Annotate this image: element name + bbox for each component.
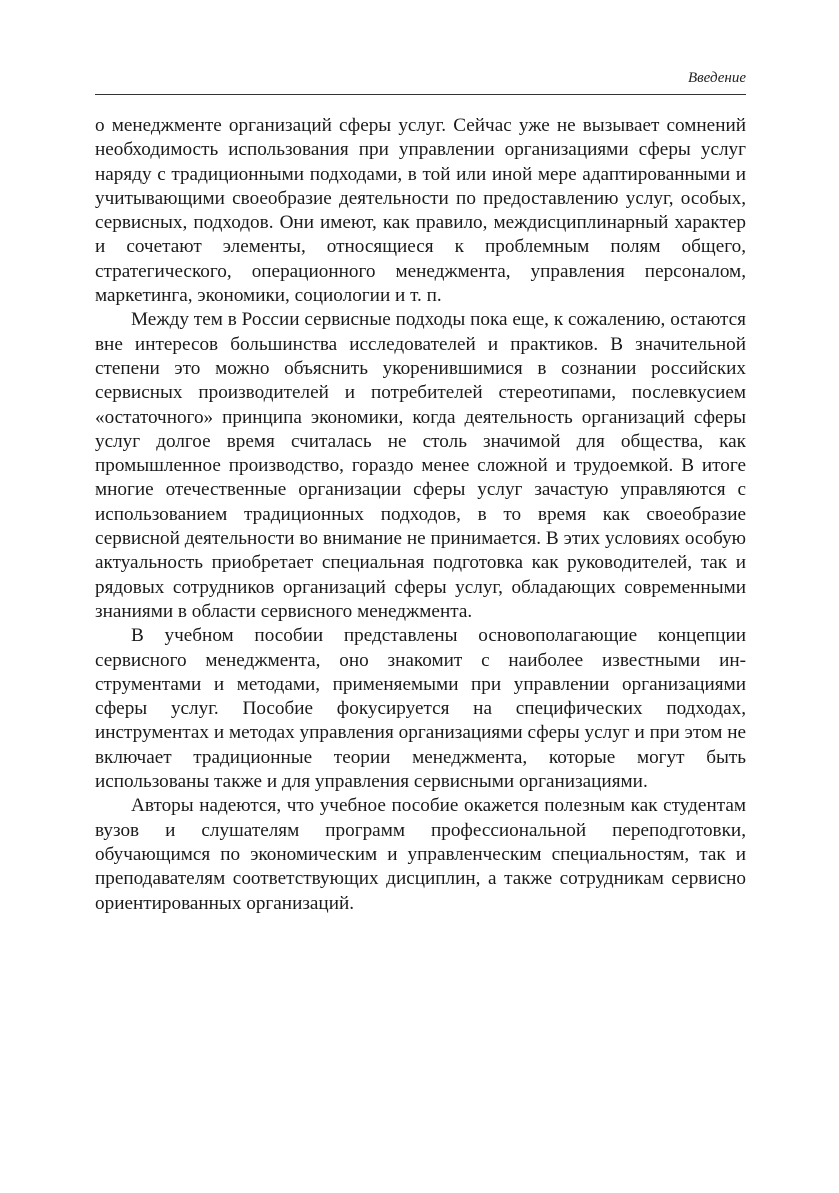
paragraph: В учебном пособии представлены основополагающие концепции сервисного менеджмента, оно знакомит с наиболее известными инструментами и методами, применяемыми при управлении организациями сферы услуг. Пособие фокусируется на специфических подходах, инструментах и методах управления организациями сферы услуг и при этом не включает традиционные теории менеджмента, которые могут быть использованы также и для управления сервисными организациями. xyxy=(95,625,746,793)
book-page xyxy=(95,0,746,1193)
paragraph: Между тем в России сервисные подходы пока еще, к сожалению, остаются вне интересов большинства исследователей и практиков. В значительной степени это можно объяснить укоренившимися в сознании российских сервисных производителей и потребителей стереотипами, послевкусием «остаточного» принципа экономики, когда деятельность организаций сферы услуг долгое время считалась не столь значимой для общества, как промышленное производство, гораздо менее сложной и трудоемкой. В итоге многие отечественные организации сферы услуг зачастую управляются с использованием традиционных подходов, в то время как своеобразие сервисной деятельности во внимание не принимается. В этих условиях особую актуальность приобретает специальная подготовка как руководителей, так и рядовых сотрудников организаций сферы услуг, обладающих современными знаниями в области сервисного менеджмента. xyxy=(95,309,746,622)
body-text xyxy=(95,114,746,916)
running-head: Введение xyxy=(688,70,746,86)
header-rule xyxy=(95,94,746,95)
paragraph-continuation: о менеджменте организаций сферы услуг. Сейчас уже не вызывает сомнений необходимость использования при управлении организациями сферы услуг наряду с традиционными подходами, в той или иной мере адаптированными и учитывающими своеобразие деятельности по предоставлению услуг, особых, сервисных, подходов. Они имеют, как правило, междисциплинарный характер и сочетают элементы, относящиеся к проблемным полям общего, стратегического, операционного менеджмента, управления персоналом, маркетинга, экономики, социологии и т. п. xyxy=(95,115,746,307)
paragraph: Авторы надеются, что учебное пособие окажется полезным как студентам вузов и слушателям программ профессиональной переподготовки, обучающимся по экономическим и управленческим специальностям, так и преподавателям соответствующих дисциплин, а также сотрудникам сервисно ориентированных организаций. xyxy=(95,795,746,914)
